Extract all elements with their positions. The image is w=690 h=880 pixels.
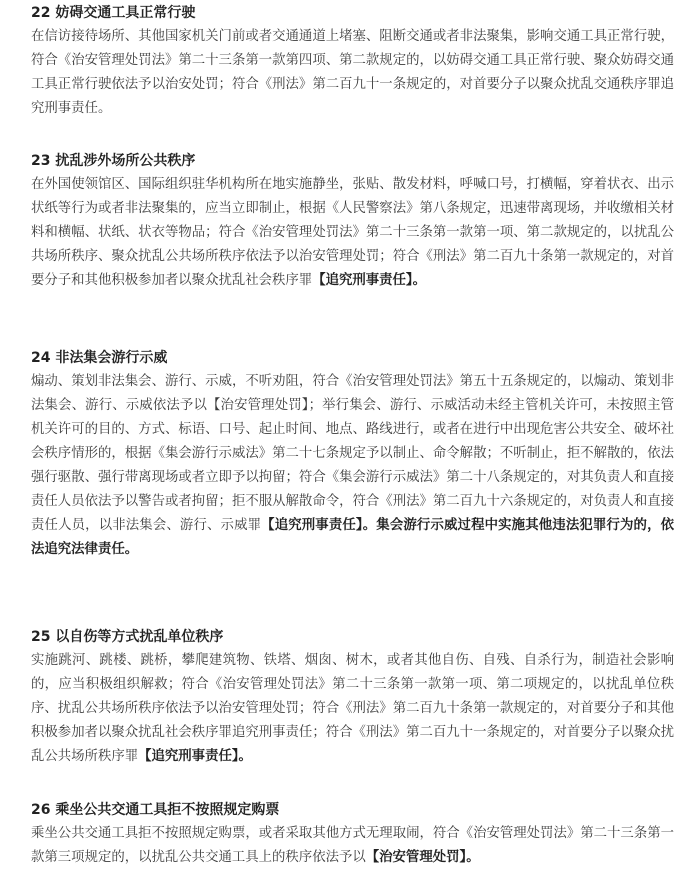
section-body-text: 乘坐公共交通工具拒不按照规定购票，或者采取其他方式无理取闹，符合《治安管理处罚法》第二十三条第一款第三项规定的，以扰乱公共交通工具上的秩序依法予以 (31, 826, 674, 865)
section-heading: 26 乘坐公共交通工具拒不按照规定购票 (31, 802, 280, 818)
section-body (31, 25, 674, 121)
section-body-emphasis: 【追究刑事责任】。 (312, 273, 427, 288)
section-body-text: 在外国使领馆区、国际组织驻华机构所在地实施静坐，张贴、散发材料，呼喊口号，打横幅，穿着状衣、出示状纸等行为或者非法聚集的，应当立即制止，根据《人民警察法》第八条规定，迅速带离现场，并收缴相关材料和横幅、状纸、状衣等物品；符合《治安管理处罚法》第二十三条第一款第一项、第二款规定的，以扰乱公共场所秩序、聚众扰乱公共场所秩序依法予以治安管理处罚；符合《刑法》第二百九十条第一款规定的，对首要分子和其他积极参加者以聚众扰乱社会秩序罪 (31, 177, 674, 288)
section-body-text: 实施跳河、跳楼、跳桥，攀爬建筑物、铁塔、烟囱、树木，或者其他自伤、自残、自杀行为，制造社会影响的，应当积极组织解救；符合《治安管理处罚法》第二十三条第一款第一项、第二项规定的，以扰乱单位秩序、扰乱公共场所秩序依法予以治安管理处罚；符合《刑法》第二百九十条第一款规定的，对首要分子和其他积极参加者以聚众扰乱社会秩序罪追究刑事责任；符合《刑法》第二百九十一条规定的，对首要分子以聚众扰乱公共场所秩序罪 (31, 653, 674, 764)
section-body-text: 煽动、策划非法集会、游行、示威，不听劝阻，符合《治安管理处罚法》第五十五条规定的，以煽动、策划非法集会、游行、示威依法予以【治安管理处罚】；举行集会、游行、示威活动未经主管机关许可，未按照主管机关许可的目的、方式、标语、口号、起止时间、地点、路线进行，或者在进行中出现危害公共安全、破坏社会秩序情形的，根据《集会游行示威法》第二十七条规定予以制止、命令解散；不听制止，拒不解散的，依法强行驱散、强行带离现场或者立即予以拘留；符合《集会游行示威法》第二十八条规定的，对其负责人和直接责任人员依法予以警告或者拘留；拒不服从解散命令，符合《刑法》第二百九十六条规定的，对负责人和直接责任人员，以非法集会、游行、示威罪 (31, 374, 674, 533)
section-26 (31, 798, 674, 870)
section-24 (31, 346, 674, 562)
section-body-emphasis: 【追究刑事责任】。集会游行示威过程中实施其他违法犯罪行为的，依法追究法律责任。 (31, 518, 674, 557)
section-body (31, 370, 674, 562)
section-heading: 22 妨碍交通工具正常行驶 (31, 5, 196, 21)
section-body (31, 173, 674, 293)
section-body (31, 649, 674, 769)
section-body-emphasis: 【治安管理处罚】。 (365, 850, 480, 865)
section-body-emphasis: 【追究刑事责任】。 (138, 749, 252, 764)
section-heading: 25 以自伤等方式扰乱单位秩序 (31, 629, 224, 645)
section-heading: 24 非法集会游行示威 (31, 350, 168, 366)
section-25 (31, 625, 674, 769)
section-22 (31, 1, 674, 121)
section-23 (31, 149, 674, 293)
section-body-text: 在信访接待场所、其他国家机关门前或者交通通道上堵塞、阻断交通或者非法聚集，影响交通工具正常行驶，符合《治安管理处罚法》第二十三条第一款第四项、第二款规定的，以妨碍交通工具正常行驶、聚众妨碍交通工具正常行驶依法予以治安处罚；符合《刑法》第二百九十一条规定的，对首要分子以聚众扰乱交通秩序罪追究刑事责任。 (31, 29, 674, 116)
section-heading: 23 扰乱涉外场所公共秩序 (31, 153, 196, 169)
section-body (31, 822, 674, 870)
